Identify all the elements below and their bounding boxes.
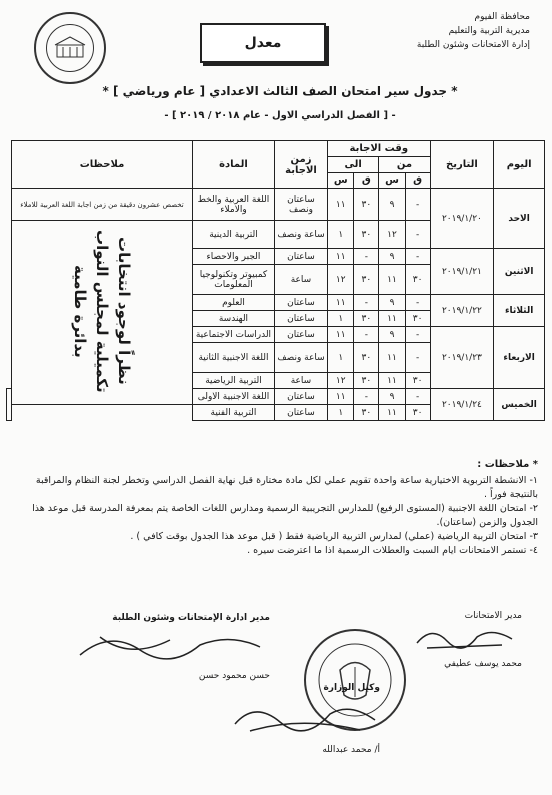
from-minute-cell: ٣٠ [405, 311, 430, 327]
ministry-logo-icon [34, 12, 106, 84]
date-cell: ٢٠١٩/١/٢٤ [430, 389, 494, 421]
duration-cell: ساعة ونصف [274, 343, 327, 373]
to-minute-cell: ٣٠ [354, 311, 379, 327]
table-header-row [7, 141, 545, 157]
to-minute-cell: - [354, 389, 379, 405]
duration-cell: ساعتان [274, 327, 327, 343]
from-minute-cell: - [405, 343, 430, 373]
from-minute-cell: ٣٠ [405, 405, 430, 421]
from-hour-cell: ٩ [379, 389, 405, 405]
subject-cell: العلوم [193, 295, 275, 311]
day-cell: الاحد [494, 189, 545, 249]
undersecretary-name: أ/ محمد عبدالله [322, 745, 380, 755]
subject-cell: الجبر والاحصاء [193, 249, 275, 265]
date-cell: ٢٠١٩/١/٢٠ [430, 189, 494, 249]
day-cell: الخميس [494, 389, 545, 421]
from-hour-cell: ٩ [379, 249, 405, 265]
to-hour-cell: ١ [328, 343, 354, 373]
from-hour-cell: ٩ [379, 295, 405, 311]
note-item: ١- الانشطة التربوية الاختيارية ساعة واحدة تقويم عملي لكل مادة مختارة قبل نهاية الفصل الدراسي وتخطر لجنة النظام والمراقبة بالنتيجة فوراً . [35, 475, 538, 500]
note-cell [7, 389, 12, 421]
to-minute-cell: ٣٠ [354, 373, 379, 389]
from-hour-cell: ١١ [379, 343, 405, 373]
amended-badge: معدل [200, 23, 326, 63]
from-hour-cell: ١١ [379, 405, 405, 421]
subject-cell: الهندسة [193, 311, 275, 327]
to-hour-cell: ١١ [328, 389, 354, 405]
admin-director-title: مدير ادارة الإمتحانات وشئون الطلبة [112, 613, 270, 623]
to-minute-cell: ٣٠ [354, 265, 379, 295]
admin-director-signature [30, 612, 270, 683]
table-row [7, 189, 545, 221]
header-subject: المادة [193, 141, 275, 189]
directorate: مديرية التربية والتعليم [448, 26, 530, 36]
header-notes: ملاحظات [12, 141, 193, 189]
header-minute: ق [405, 173, 430, 189]
handwritten-signature-icon [412, 623, 522, 653]
header-date: التاريخ [430, 141, 494, 189]
subject-cell: التربية الدينية [193, 221, 275, 249]
to-hour-cell: ١١ [328, 189, 354, 221]
to-minute-cell: ٣٠ [354, 343, 379, 373]
header-duration: زمن الاجابة [274, 141, 327, 189]
to-hour-cell: ١ [328, 405, 354, 421]
day-cell: الثلاثاء [494, 295, 545, 327]
note-item: ٤- تستمر الامتحانات ايام السبت والعطلات الرسمية اذا ما اعترضت سيره . [247, 545, 538, 556]
note-cell: تخصص عشرون دقيقة من زمن اجابة اللغة العربية للاملاء [12, 189, 193, 221]
duration-cell: ساعة ونصف [274, 221, 327, 249]
header-hour: س [379, 173, 405, 189]
from-minute-cell: - [405, 327, 430, 343]
from-hour-cell: ١٢ [379, 221, 405, 249]
header-to: الى [328, 157, 379, 173]
day-cell: الاثنين [494, 249, 545, 295]
duration-cell: ساعتان ونصف [274, 189, 327, 221]
to-minute-cell: ٣٠ [354, 189, 379, 221]
from-minute-cell: - [405, 295, 430, 311]
subject-cell: الدراسات الاجتماعية [193, 327, 275, 343]
undersecretary-title: وكيل الوزارة [323, 683, 380, 693]
duration-cell: ساعتان [274, 405, 327, 421]
notes-section [13, 458, 538, 558]
from-hour-cell: ١١ [379, 311, 405, 327]
duration-cell: ساعتان [274, 311, 327, 327]
to-minute-cell: ٣٠ [354, 405, 379, 421]
duration-cell: ساعتان [274, 389, 327, 405]
exam-schedule-table [6, 140, 545, 421]
undersecretary-signature [230, 680, 380, 758]
handwritten-signature-icon [230, 696, 380, 736]
document-title: * جدول سير امتحان الصف الثالث الاعدادي [ عام ورياضي ] * [102, 84, 458, 98]
exams-director-title: مدير الامتحانات [464, 611, 522, 621]
to-hour-cell: ١١ [328, 249, 354, 265]
from-hour-cell: ٩ [379, 189, 405, 221]
subject-cell: اللغة الاجنبية الاولى [193, 389, 275, 405]
from-minute-cell: - [405, 221, 430, 249]
to-hour-cell: ١١ [328, 295, 354, 311]
to-hour-cell: ١ [328, 311, 354, 327]
header-day: اليوم [494, 141, 545, 189]
exams-director-signature [402, 610, 522, 671]
header-answer-time: وقت الاجابة [328, 141, 431, 157]
subject-cell: كمبيوتر وتكنولوجيا المعلومات [193, 265, 275, 295]
from-minute-cell: - [405, 189, 430, 221]
to-minute-cell: ٣٠ [354, 221, 379, 249]
exams-director-name: محمد يوسف عطيفي [444, 659, 522, 669]
subject-cell: اللغة الاجنبية الثانية [193, 343, 275, 373]
letterhead [370, 10, 530, 52]
subject-cell: اللغة العربية والخط والاملاء [193, 189, 275, 221]
document-subtitle: - [ الفصل الدراسي الاول - عام ٢٠١٨ / ٢٠١٩ ] - [164, 110, 396, 121]
department: إدارة الامتحانات وشئون الطلبة [416, 40, 530, 50]
to-minute-cell: - [354, 295, 379, 311]
to-minute-cell: - [354, 327, 379, 343]
duration-cell: ساعتان [274, 249, 327, 265]
subject-cell: التربية الفنية [193, 405, 275, 421]
date-cell: ٢٠١٩/١/٢٣ [430, 327, 494, 389]
date-cell: ٢٠١٩/١/٢١ [430, 249, 494, 295]
vertical-note-cell [12, 221, 193, 405]
from-hour-cell: ١١ [379, 265, 405, 295]
duration-cell: ساعتان [274, 295, 327, 311]
duration-cell: ساعة [274, 265, 327, 295]
note-item: ٣- امتحان التربية الرياضية (عملي) لمدارس التربية الرياضية فقط ( قبل موعد هذا الجدول بوقت كافي ) . [130, 531, 538, 542]
to-hour-cell: ١١ [328, 327, 354, 343]
from-minute-cell: - [405, 249, 430, 265]
from-minute-cell: - [405, 389, 430, 405]
admin-director-name: حسن محمود حسن [198, 671, 270, 681]
date-cell: ٢٠١٩/١/٢٢ [430, 295, 494, 327]
header-minute: ق [354, 173, 379, 189]
duration-cell: ساعة [274, 373, 327, 389]
to-hour-cell: ١٢ [328, 265, 354, 295]
notes-heading: * ملاحظات : [477, 459, 538, 470]
to-hour-cell: ١٢ [328, 373, 354, 389]
subject-cell: التربية الرياضية [193, 373, 275, 389]
to-minute-cell: - [354, 249, 379, 265]
handwritten-signature-icon [70, 625, 270, 665]
vertical-note: نظراً لوجود انتخابات تكميلية لمجلس النواب بدائرة طامية [71, 229, 133, 393]
from-minute-cell: ٣٠ [405, 265, 430, 295]
note-item: ٢- امتحان اللغة الاجنبية (المستوى الرفيع) للمدارس التجريبية الرسمية ومدارس اللغات الخاصة يتم بمعرفة المدرسة قبل موعد هذا الجدول والزمن (ساعتان). [32, 503, 538, 528]
from-hour-cell: ١١ [379, 373, 405, 389]
day-cell: الاربعاء [494, 327, 545, 389]
to-hour-cell: ١ [328, 221, 354, 249]
from-hour-cell: ٩ [379, 327, 405, 343]
governorate: محافظة الفيوم [474, 12, 530, 22]
from-minute-cell: ٣٠ [405, 373, 430, 389]
header-from: من [379, 157, 430, 173]
header-hour: س [328, 173, 354, 189]
